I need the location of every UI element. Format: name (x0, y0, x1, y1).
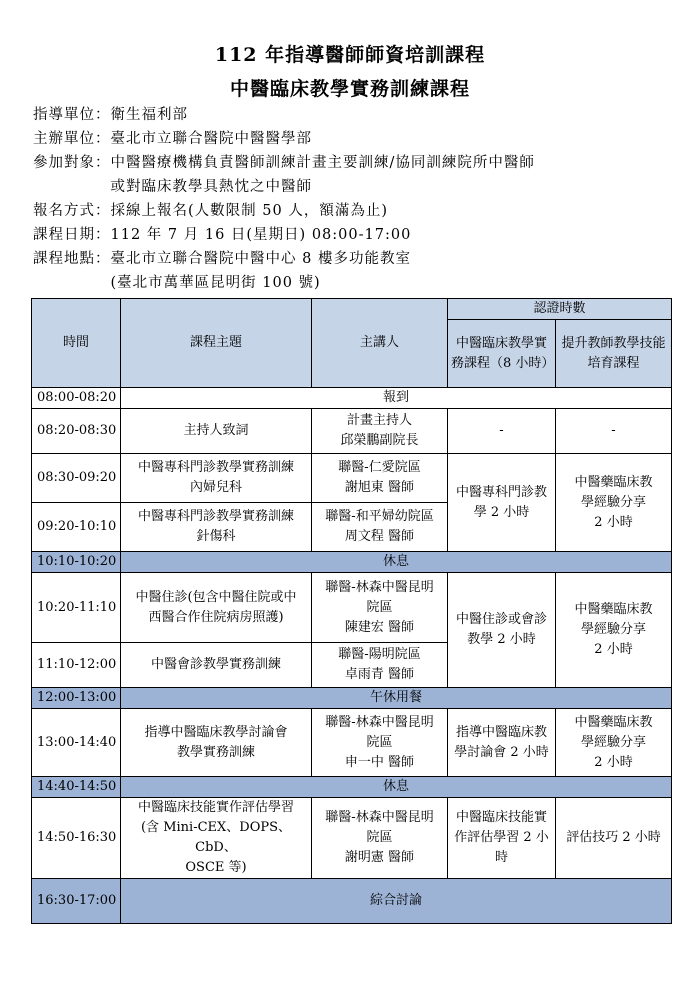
cell-credit-a: 中醫專科門診教 學 2 小時 (448, 454, 556, 552)
header-credit-a: 中醫臨床教學實務課程（8 小時） (448, 320, 556, 388)
cell-credit-b: 中醫藥臨床教 學經驗分享 2 小時 (556, 454, 672, 552)
cell-credit-b: - (556, 409, 672, 454)
info-line: 參加對象：中醫醫療機構負責醫師訓練計畫主要訓練/協同訓練院所中醫師 (33, 155, 535, 171)
cell-topic: 指導中醫臨床教學討論會 教學實務訓練 (121, 709, 312, 777)
cell-speaker: 聯醫-林森中醫昆明 院區 陳建宏 醫師 (312, 573, 448, 643)
info-line: 課程日期：112 年 7 月 16 日(星期日) 08:00-17:00 (33, 227, 412, 243)
table-row (32, 688, 672, 709)
cell-text: 綜合討論 (121, 879, 672, 924)
header-time: 時間 (32, 299, 121, 388)
cell-credit-b: 中醫藥臨床教 學經驗分享 2 小時 (556, 573, 672, 688)
table-row (32, 388, 672, 409)
cell-speaker: 聯醫-仁愛院區 謝旭東 醫師 (312, 454, 448, 503)
header-credit: 認證時數 (448, 299, 672, 320)
table-row (32, 573, 672, 643)
cell-topic: 中醫專科門診教學實務訓練 針傷科 (121, 503, 312, 552)
cell-credit-a: 中醫住診或會診 教學 2 小時 (448, 573, 556, 688)
cell-time: 09:20-10:10 (32, 503, 121, 552)
cell-credit-a: - (448, 409, 556, 454)
cell-topic: 中醫會診教學實務訓練 (121, 643, 312, 688)
table-row (32, 552, 672, 573)
table-header-row (32, 299, 672, 320)
header-topic: 課程主題 (121, 299, 312, 388)
info-line: (臺北市萬華區昆明街 100 號) (33, 275, 321, 291)
table-row (32, 409, 672, 454)
table-row (32, 454, 672, 503)
cell-time: 08:30-09:20 (32, 454, 121, 503)
info-line: 指導單位：衛生福利部 (33, 107, 188, 123)
table-row (32, 798, 672, 879)
cell-time: 11:10-12:00 (32, 643, 121, 688)
cell-topic: 中醫臨床技能實作評估學習 (含 Mini-CEX、DOPS、CbD、 OSCE 等) (121, 798, 312, 879)
cell-speaker: 聯醫-和平婦幼院區 周文程 醫師 (312, 503, 448, 552)
cell-text: 休息 (121, 777, 672, 798)
cell-credit-a: 指導中醫臨床教 學討論會 2 小時 (448, 709, 556, 777)
cell-text: 休息 (121, 552, 672, 573)
page-title: 112 年指導醫師師資培訓課程 (214, 44, 486, 66)
cell-time: 10:10-10:20 (32, 552, 121, 573)
cell-topic: 中醫住診(包含中醫住院或中 西醫合作住院病房照護) (121, 573, 312, 643)
schedule-table (31, 298, 672, 924)
cell-time: 12:00-13:00 (32, 688, 121, 709)
cell-topic: 主持人致詞 (121, 409, 312, 454)
info-line: 主辦單位：臺北市立聯合醫院中醫醫學部 (33, 131, 312, 147)
table-row (32, 709, 672, 777)
info-line: 報名方式：採線上報名(人數限制 50 人，額滿為止) (33, 203, 388, 219)
cell-text: 報到 (121, 388, 672, 409)
info-line: 或對臨床教學具熱忱之中醫師 (33, 179, 312, 195)
cell-speaker: 聯醫-陽明院區 卓雨青 醫師 (312, 643, 448, 688)
info-line: 課程地點：臺北市立聯合醫院中醫中心 8 樓多功能教室 (33, 251, 411, 267)
cell-time: 14:50-16:30 (32, 798, 121, 879)
table-row (32, 777, 672, 798)
cell-speaker: 聯醫-林森中醫昆明 院區 申一中 醫師 (312, 709, 448, 777)
cell-time: 13:00-14:40 (32, 709, 121, 777)
cell-credit-a: 中醫臨床技能實 作評估學習 2 小 時 (448, 798, 556, 879)
cell-credit-b: 中醫藥臨床教 學經驗分享 2 小時 (556, 709, 672, 777)
cell-credit-b: 評估技巧 2 小時 (556, 798, 672, 879)
cell-time: 08:20-08:30 (32, 409, 121, 454)
cell-speaker: 聯醫-林森中醫昆明 院區 謝明憲 醫師 (312, 798, 448, 879)
cell-speaker: 計畫主持人 邱榮鵬副院長 (312, 409, 448, 454)
cell-time: 08:00-08:20 (32, 388, 121, 409)
table-row (32, 879, 672, 924)
header-speaker: 主講人 (312, 299, 448, 388)
cell-time: 14:40-14:50 (32, 777, 121, 798)
cell-topic: 中醫專科門診教學實務訓練 內婦兒科 (121, 454, 312, 503)
cell-time: 16:30-17:00 (32, 879, 121, 924)
cell-text: 午休用餐 (121, 688, 672, 709)
cell-time: 10:20-11:10 (32, 573, 121, 643)
header-credit-b: 提升教師教學技能培育課程 (556, 320, 672, 388)
page-subtitle: 中醫臨床教學實務訓練課程 (229, 78, 470, 100)
